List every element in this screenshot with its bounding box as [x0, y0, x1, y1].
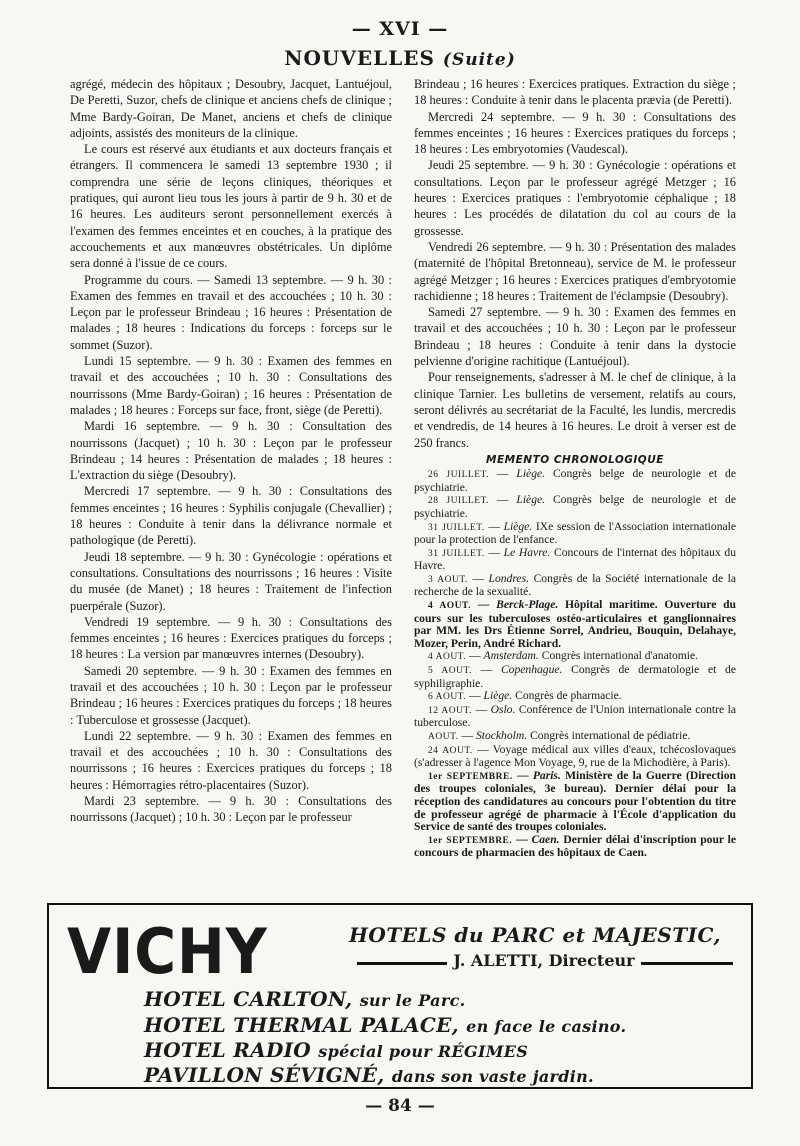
memento-entry: 6 AOUT. — Liège. Congrès de pharmacie.	[428, 689, 622, 703]
heading-title: NOUVELLES	[284, 46, 435, 70]
ad-hotels-title: HOTELS du PARC et MAJESTIC,	[349, 923, 722, 947]
ad-rule-right	[641, 962, 733, 965]
memento-text: IXe session de l'Association internationale pour la protection de l'enfance.	[414, 519, 737, 547]
left-paragraph: Lundi 22 septembre. — 9 h. 30 : Examen des femmes en travail et des accouchées ; 10 h. 30 : Consultations des nourrissons ; 16 heures : Exercices pratiques du forceps ; 18 heures : Hémorragies rétro-placentaires (Suzor).	[70, 728, 392, 792]
ad-director: J. ALETTI, Directeur	[453, 951, 635, 970]
section-heading	[0, 46, 800, 70]
memento-city: Copenhague.	[500, 663, 563, 677]
left-paragraph: Lundi 15 septembre. — 9 h. 30 : Examen des femmes en travail et des accouchées ; 10 h. 30 : Consultations des nourrissons (Mme Bardy-Goiran) ; 16 heures : Présentation de malades ; 18 heures : Forceps sur face, front, siège (de Peretti).	[70, 354, 392, 417]
memento-text: Congrès international d'anatomie.	[541, 649, 699, 663]
ad-line	[49, 1013, 800, 1037]
memento-city: Caen.	[531, 832, 560, 846]
left-paragraph: agrégé, médecin des hôpitaux ; Desoubry, Jacquet, Lantuéjoul, De Peretti, Suzor, chefs de clinique et anciens chefs de clinique ; Mme Bardy-Goiran, De Manet, anciens et chefs de clinique adjoints, assistés des moniteurs de la clinique.	[70, 77, 392, 140]
memento-list	[414, 468, 736, 860]
memento-city: Le Havre.	[503, 545, 551, 559]
memento-date: 24 AOUT.	[428, 745, 473, 756]
memento-title: MEMENTO CHRONOLOGIQUE	[486, 453, 664, 466]
memento-text: Congrès belge de neurologie et de psychiatrie.	[414, 467, 737, 494]
page-roman-numeral: — XVI —	[351, 18, 449, 40]
left-paragraph: Vendredi 19 septembre. — 9 h. 30 : Consultations des femmes enceintes ; 16 heures : Exercices pratiques du forceps ; 18 heures : La version par manœuvres internes (Desoubry).	[70, 614, 392, 662]
memento-entry: 28 JUILLET. — Liège. Congrès belge de neurologie et de psychiatrie.	[414, 493, 737, 520]
left-paragraph: Mardi 16 septembre. — 9 h. 30 : Consultation des nourrissons (Jacquet) ; 10 h. 30 : Leçon par le professeur Brindeau ; 14 heures : Présentation de malades ; 18 heures : L'extraction du siège (Desoubry).	[70, 419, 392, 483]
memento-city: Oslo.	[490, 702, 516, 716]
memento-city: Paris.	[532, 768, 561, 782]
right-column	[414, 76, 736, 860]
memento-entry: 4 AOUT. — Berck-Plage. Hôpital maritime. Ouverture du cours sur les tuberculoses ostéo-articulaires et ganglionnaires par MM. les Drs Étienne Sorrel, Andrieu, Bouquin, Delahaye, Mozer, Perin, André Richard.	[414, 598, 737, 650]
memento-text: Congrès belge de neurologie et de psychiatrie.	[414, 493, 737, 520]
right-paragraph: Samedi 27 septembre. — 9 h. 30 : Examen des femmes en travail et des accouchées ; 10 h. 30 : Leçon par le professeur Brindeau ; 18 heures : Conduite à tenir dans la dystocie pelvienne d'origine rachitique (Lantuéjoul).	[414, 305, 736, 369]
memento-entry: 5 AOUT. — Copenhague. Congrès de dermatologie et de syphiligraphie.	[414, 663, 736, 690]
memento-entry: 26 JUILLET. — Liège. Congrès belge de neurologie et de psychiatrie.	[414, 467, 737, 494]
right-paragraph: Jeudi 25 septembre. — 9 h. 30 : Gynécologie : opérations et consultations. Leçon par le professeur agrégé Metzger ; 16 heures : Exercices pratiques : l'embryotomie céphalique ; 18 heures : Les procédés de dilatation du col au cours de la grossesse.	[414, 158, 736, 238]
ad-line-name: HOTEL CARLTON,	[144, 987, 353, 1011]
memento-text: Concours de l'internat des hôpitaux du Havre.	[414, 545, 736, 573]
left-paragraph: Mercredi 17 septembre. — 9 h. 30 : Consultations des femmes enceintes ; 16 heures : Syphilis conjugale (Chevallier) ; 18 heures : Conduite à tenir dans la délivrance normale et pathologique (de Peretti).	[70, 484, 392, 548]
memento-text: Congrès de la Société internationale de la recherche de la sexualité.	[414, 571, 737, 599]
right-paragraph: Pour renseignements, s'adresser à M. le chef de clinique, à la clinique Tarnier. Les bulletins de versement, relatifs au cours, seront délivrés au secrétariat de la Faculté, les lundis, mercredis et vendredis, de 14 heures à 16 heures. Le droit à verser est de 250 francs.	[414, 370, 736, 450]
ad-line-name: HOTEL RADIO	[144, 1038, 312, 1062]
memento-entry: 1er SEPTEMBRE. — Paris. Ministère de la Guerre (Direction des troupes coloniales, 3e bureau). Dernier délai pour la réception des candidatures au concours pour l'obtention du titre de professeur agrégé de pharmacie à l'École d'application du Service de santé des troupes coloniales.	[414, 768, 736, 834]
memento-text: Congrès de pharmacie.	[515, 689, 622, 703]
memento-text: Hôpital maritime. Ouverture du cours sur les tuberculoses ostéo-articulaires et ganglionnaires par MM. les Drs Étienne Sorrel, Andrieu, Bouquin, Delahaye, Mozer, Perin, André Richard.	[414, 598, 737, 650]
right-paragraph: Brindeau ; 16 heures : Exercices pratiques. Extraction du siège ; 18 heures : Conduite à tenir dans le placenta prævia (de Peretti).	[414, 77, 736, 108]
right-paragraph: Vendredi 26 septembre. — 9 h. 30 : Présentation des malades (maternité de l'hôpital Bretonneau), service de M. le professeur agrégé Metzger ; 16 heures : Exercices pratiques d'embryotomie rachidienne ; 18 heures : Traitement de l'éclampsie (Desoubry).	[414, 239, 736, 303]
memento-date: 3 AOUT.	[428, 574, 468, 585]
left-paragraph: Programme du cours. — Samedi 13 septembre. — 9 h. 30 : Examen des femmes en travail et des accouchées ; 10 h. 30 : Leçon par le professeur Brindeau ; 16 heures : Présentation de malades ; 18 heures : Indications du forceps : forceps sur le sommet (Suzor).	[70, 272, 392, 352]
memento-date: 5 AOUT.	[428, 666, 472, 677]
ad-line	[49, 1063, 800, 1087]
ad-line-rest: spécial pour RÉGIMES	[318, 1042, 529, 1061]
memento-date: 6 AOUT.	[428, 692, 467, 703]
memento-date: 26 JUILLET.	[428, 470, 489, 481]
memento-entry: 1er SEPTEMBRE. — Caen. Dernier délai d'inscription pour le concours de pharmacien des hôpitaux de Caen.	[414, 832, 737, 860]
vichy-advertisement	[47, 903, 753, 1089]
memento-entry: 4 AOUT. — Amsterdam. Congrès international d'anatomie.	[428, 649, 699, 663]
left-paragraph: Jeudi 18 septembre. — 9 h. 30 : Gynécologie : opérations et consultations. Consultations des nourrissons ; 16 heures : Visite du musée (de Manet) ; 18 heures : Traitement de l'infection puerpérale (Suzor).	[70, 549, 392, 613]
memento-text: Dernier délai d'inscription pour le concours de pharmacien des hôpitaux de Caen.	[414, 832, 737, 860]
memento-entry: 12 AOUT. — Oslo. Conférence de l'Union internationale contre la tuberculose.	[414, 702, 737, 730]
memento-date: 12 AOUT.	[428, 705, 472, 716]
memento-date: 1er SEPTEMBRE.	[428, 771, 513, 782]
memento-date: AOUT.	[428, 732, 459, 742]
memento-city: Amsterdam.	[483, 649, 539, 663]
left-paragraph: Samedi 20 septembre. — 9 h. 30 : Examen des femmes en travail et des accouchées ; 10 h. 30 : Leçon par le professeur Brindeau ; 16 heures : Exercices pratiques du forceps ; 18 heures : Tuberculose et grossesse (Jacquet).	[70, 663, 392, 727]
memento-text: Voyage médical aux villes d'eaux, tchécoslovaques (s'adresser à l'agence Mon Voyage, 9, rue de la Michodière, à Paris).	[414, 742, 736, 770]
memento-city: Liège.	[516, 493, 546, 507]
memento-city: Londres.	[488, 571, 529, 585]
memento-city: Liège.	[516, 467, 546, 481]
memento-text: Conférence de l'Union internationale contre la tuberculose.	[414, 702, 737, 730]
ad-line-rest: en face le casino.	[466, 1017, 627, 1036]
page-number: — 84 —	[365, 1096, 435, 1116]
memento-date: 28 JUILLET.	[428, 496, 489, 507]
ad-line-name: HOTEL THERMAL PALACE,	[144, 1013, 459, 1037]
memento-date: 31 JUILLET.	[428, 522, 485, 533]
ad-brand: VICHY	[67, 915, 268, 988]
memento-date: 1er SEPTEMBRE.	[428, 835, 513, 846]
ad-line	[49, 987, 800, 1011]
memento-date: 4 AOUT.	[428, 601, 472, 612]
memento-entry: 31 JUILLET. — Le Havre. Concours de l'internat des hôpitaux du Havre.	[414, 545, 736, 573]
memento-city: Berck-Plage.	[496, 598, 559, 612]
memento-date: 4 AOUT.	[428, 652, 467, 663]
memento-entry: 3 AOUT. — Londres. Congrès de la Société internationale de la recherche de la sexualité.	[414, 571, 737, 599]
memento-text: Congrès international de pédiatrie.	[530, 729, 691, 742]
memento-city: Liège.	[503, 519, 533, 533]
heading-suite: (Suite)	[442, 50, 516, 70]
left-paragraph: Le cours est réservé aux étudiants et aux docteurs français et étrangers. Il commencera le samedi 13 septembre 1930 ; il comprendra une série de leçons cliniques, théoriques et pratiques, qui auront lieu tous les jours à partir de 9 h. 30 et de 16 heures. Les auditeurs seront personnellement exercés à l'examen des femmes enceintes et en couches, à la pratique des accouchements et aux manœuvres obstétricales. Un diplôme sera donné à l'issue de ce cours.	[70, 142, 392, 271]
memento-text: Congrès de dermatologie et de syphiligraphie.	[414, 663, 736, 690]
memento-city: Liège.	[483, 689, 513, 703]
ad-line-name: PAVILLON SÉVIGNÉ,	[144, 1063, 385, 1087]
left-column	[70, 76, 392, 826]
right-paragraph: Mercredi 24 septembre. — 9 h. 30 : Consultations des femmes enceintes ; 16 heures : Exercices pratiques du forceps ; 18 heures : Les embryotomies (Vaudescal).	[414, 109, 736, 157]
memento-text: Ministère de la Guerre (Direction des troupes coloniales, 3e bureau). Dernier délai pour la réception des candidatures au concours pour l'obtention du titre de professeur agrégé de pharmacie à l'École d'application du Service de santé des troupes coloniales.	[414, 768, 736, 834]
memento-date: 31 JUILLET.	[428, 548, 485, 559]
ad-line-rest: sur le Parc.	[359, 991, 466, 1010]
memento-city: Stockholm.	[475, 729, 528, 742]
memento-entry: 24 AOUT. — Voyage médical aux villes d'eaux, tchécoslovaques (s'adresser à l'agence Mon Voyage, 9, rue de la Michodière, à Paris).	[414, 742, 736, 770]
ad-line	[49, 1038, 800, 1062]
memento-entry: AOUT. — Stockholm. Congrès international de pédiatrie.	[428, 729, 691, 742]
ad-line-rest: dans son vaste jardin.	[391, 1067, 594, 1086]
memento-entry: 31 JUILLET. — Liège. IXe session de l'Association internationale pour la protection de l'enfance.	[414, 519, 737, 547]
left-paragraph: Mardi 23 septembre. — 9 h. 30 : Consultations des nourrissons (Jacquet) ; 10 h. 30 : Leçon par le professeur	[70, 794, 392, 825]
